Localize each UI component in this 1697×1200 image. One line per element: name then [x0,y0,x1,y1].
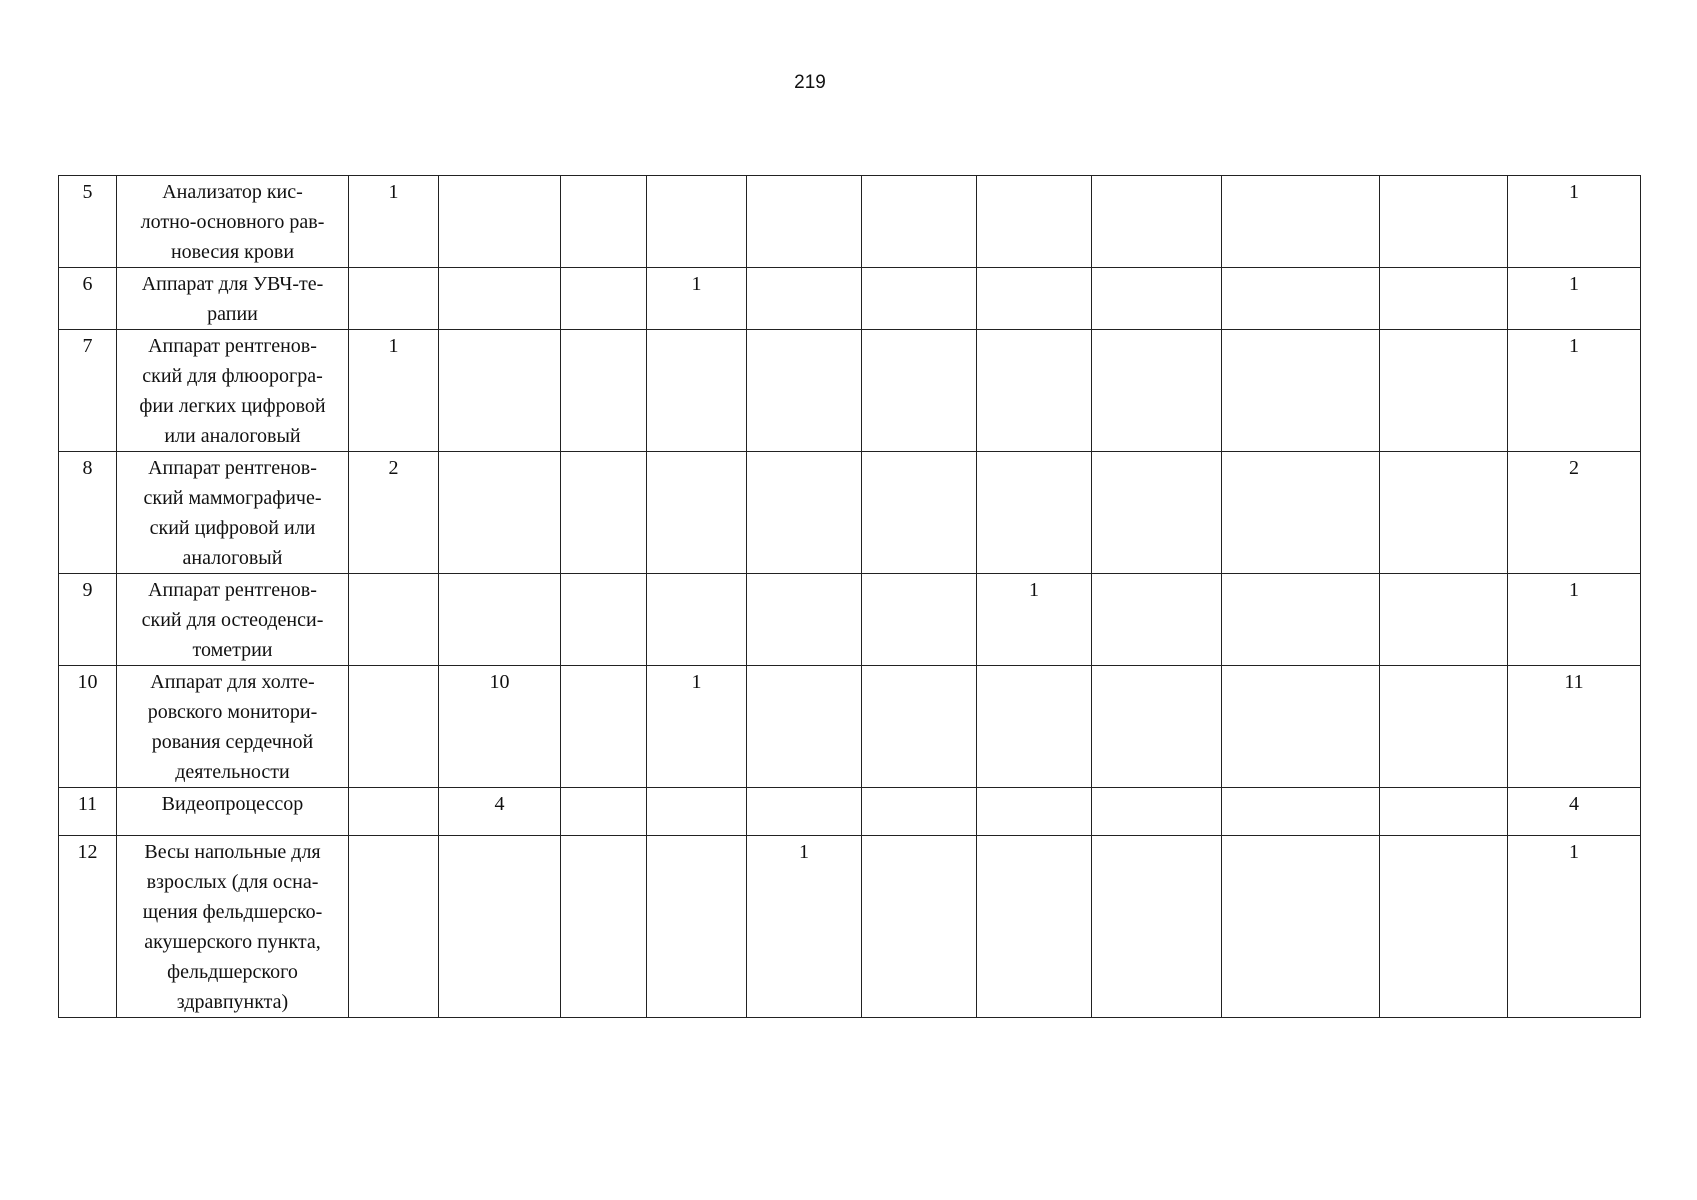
equipment-name-line: ский для остеоденси- [141,609,324,631]
quantity-cell [862,330,977,452]
quantity-cell [747,666,862,788]
quantity-cell [977,666,1092,788]
quantity-cell [1092,666,1222,788]
quantity-cell [561,176,647,268]
equipment-name-line: Видеопроцессор [161,793,304,815]
quantity-cell [977,268,1092,330]
quantity-cell [977,330,1092,452]
total-cell: 4 [1508,788,1641,836]
equipment-name-line: фии легких цифровой [139,395,326,417]
quantity-cell [561,836,647,1018]
quantity-cell [349,268,439,330]
equipment-name-line: Весы напольные для [144,841,321,863]
total-cell: 2 [1508,452,1641,574]
equipment-name-line: фельдшерского [167,961,298,983]
quantity-cell [1092,268,1222,330]
quantity-cell: 1 [647,268,747,330]
quantity-cell: 2 [349,452,439,574]
total-cell: 1 [1508,836,1641,1018]
quantity-cell [1222,836,1380,1018]
total-cell: 11 [1508,666,1641,788]
row-number-cell: 11 [59,788,117,836]
row-number-cell: 8 [59,452,117,574]
quantity-cell [1380,836,1508,1018]
quantity-cell [1222,176,1380,268]
quantity-cell [977,788,1092,836]
quantity-cell [1092,836,1222,1018]
equipment-name-line: лотно-основного рав- [140,211,325,233]
quantity-cell [561,452,647,574]
equipment-name-cell [117,176,349,268]
equipment-name-line: ский для флюорогра- [142,365,323,387]
quantity-cell [1380,452,1508,574]
quantity-cell [647,330,747,452]
quantity-cell [1380,330,1508,452]
equipment-name-line: аналоговый [182,547,283,569]
total-cell: 1 [1508,176,1641,268]
equipment-name-line: ровского монитори- [147,701,318,723]
page-number: 219 [794,72,826,93]
quantity-cell [647,176,747,268]
quantity-cell [862,788,977,836]
equipment-name-cell [117,574,349,666]
quantity-cell [561,666,647,788]
total-cell: 1 [1508,574,1641,666]
row-number-cell: 5 [59,176,117,268]
quantity-cell: 1 [349,176,439,268]
quantity-cell [439,836,561,1018]
total-cell: 1 [1508,330,1641,452]
quantity-cell [349,574,439,666]
quantity-cell [439,452,561,574]
equipment-name-line: Аппарат рентгенов- [148,579,317,601]
quantity-cell [862,666,977,788]
quantity-cell [1380,788,1508,836]
quantity-cell: 4 [439,788,561,836]
quantity-cell [747,574,862,666]
table-body [59,176,1641,1018]
quantity-cell [977,452,1092,574]
equipment-name-line: ский маммографиче- [143,487,322,509]
equipment-name-line: или аналоговый [164,425,301,447]
quantity-cell [1222,666,1380,788]
quantity-cell [439,330,561,452]
quantity-cell [349,788,439,836]
table-row [59,574,1641,666]
quantity-cell [862,452,977,574]
quantity-cell [1092,574,1222,666]
equipment-name-line: рапии [207,303,258,325]
quantity-cell [747,788,862,836]
table-row [59,666,1641,788]
equipment-name-cell [117,666,349,788]
equipment-name-line: щения фельдшерско- [142,901,323,923]
quantity-cell [747,452,862,574]
equipment-name-line: Аппарат для УВЧ-те- [141,273,324,295]
quantity-cell [1092,452,1222,574]
equipment-name-line: ский цифровой или [149,517,316,539]
quantity-cell [561,330,647,452]
quantity-cell [1222,574,1380,666]
quantity-cell [439,176,561,268]
quantity-cell: 1 [747,836,862,1018]
row-number-cell: 7 [59,330,117,452]
equipment-name-line: акушерского пункта, [144,931,321,953]
quantity-cell [977,176,1092,268]
quantity-cell [1092,788,1222,836]
equipment-name-cell [117,452,349,574]
equipment-name-cell [117,330,349,452]
equipment-name-line: Аппарат рентгенов- [148,335,317,357]
quantity-cell [647,836,747,1018]
equipment-name-line: рования сердечной [151,731,314,753]
equipment-name-line: здравпункта) [176,991,289,1013]
quantity-cell [561,268,647,330]
quantity-cell [862,268,977,330]
quantity-cell [747,176,862,268]
quantity-cell [647,452,747,574]
quantity-cell [647,574,747,666]
equipment-table [58,175,1641,1018]
equipment-name-cell [117,268,349,330]
quantity-cell [977,836,1092,1018]
table-row [59,836,1641,1018]
equipment-name-line: Аппарат для холте- [150,671,315,693]
quantity-cell: 10 [439,666,561,788]
quantity-cell [1380,176,1508,268]
quantity-cell [439,574,561,666]
equipment-name-line: новесия крови [170,241,295,263]
equipment-name-cell [117,836,349,1018]
equipment-name-line: деятельности [175,761,290,783]
quantity-cell [1380,666,1508,788]
quantity-cell [747,268,862,330]
table-row [59,788,1641,836]
quantity-cell [561,574,647,666]
quantity-cell: 1 [977,574,1092,666]
equipment-name-line: взрослых (для осна- [146,871,319,893]
quantity-cell [1222,330,1380,452]
total-cell: 1 [1508,268,1641,330]
quantity-cell [349,836,439,1018]
row-number-cell: 10 [59,666,117,788]
quantity-cell [1092,176,1222,268]
row-number-cell: 12 [59,836,117,1018]
table-row [59,330,1641,452]
table-row [59,176,1641,268]
quantity-cell [862,574,977,666]
quantity-cell [862,176,977,268]
equipment-name-cell [117,788,349,836]
quantity-cell [1380,268,1508,330]
quantity-cell [349,666,439,788]
quantity-cell [439,268,561,330]
table-row [59,268,1641,330]
equipment-name-line: Аппарат рентгенов- [148,457,317,479]
table-row [59,452,1641,574]
row-number-cell: 6 [59,268,117,330]
quantity-cell [561,788,647,836]
quantity-cell [1380,574,1508,666]
quantity-cell: 1 [647,666,747,788]
quantity-cell: 1 [349,330,439,452]
quantity-cell [1222,268,1380,330]
quantity-cell [1092,330,1222,452]
quantity-cell [1222,452,1380,574]
quantity-cell [1222,788,1380,836]
equipment-name-line: тометрии [192,639,273,661]
quantity-cell [747,330,862,452]
equipment-name-line: Анализатор кис- [162,181,303,203]
row-number-cell: 9 [59,574,117,666]
quantity-cell [862,836,977,1018]
quantity-cell [647,788,747,836]
